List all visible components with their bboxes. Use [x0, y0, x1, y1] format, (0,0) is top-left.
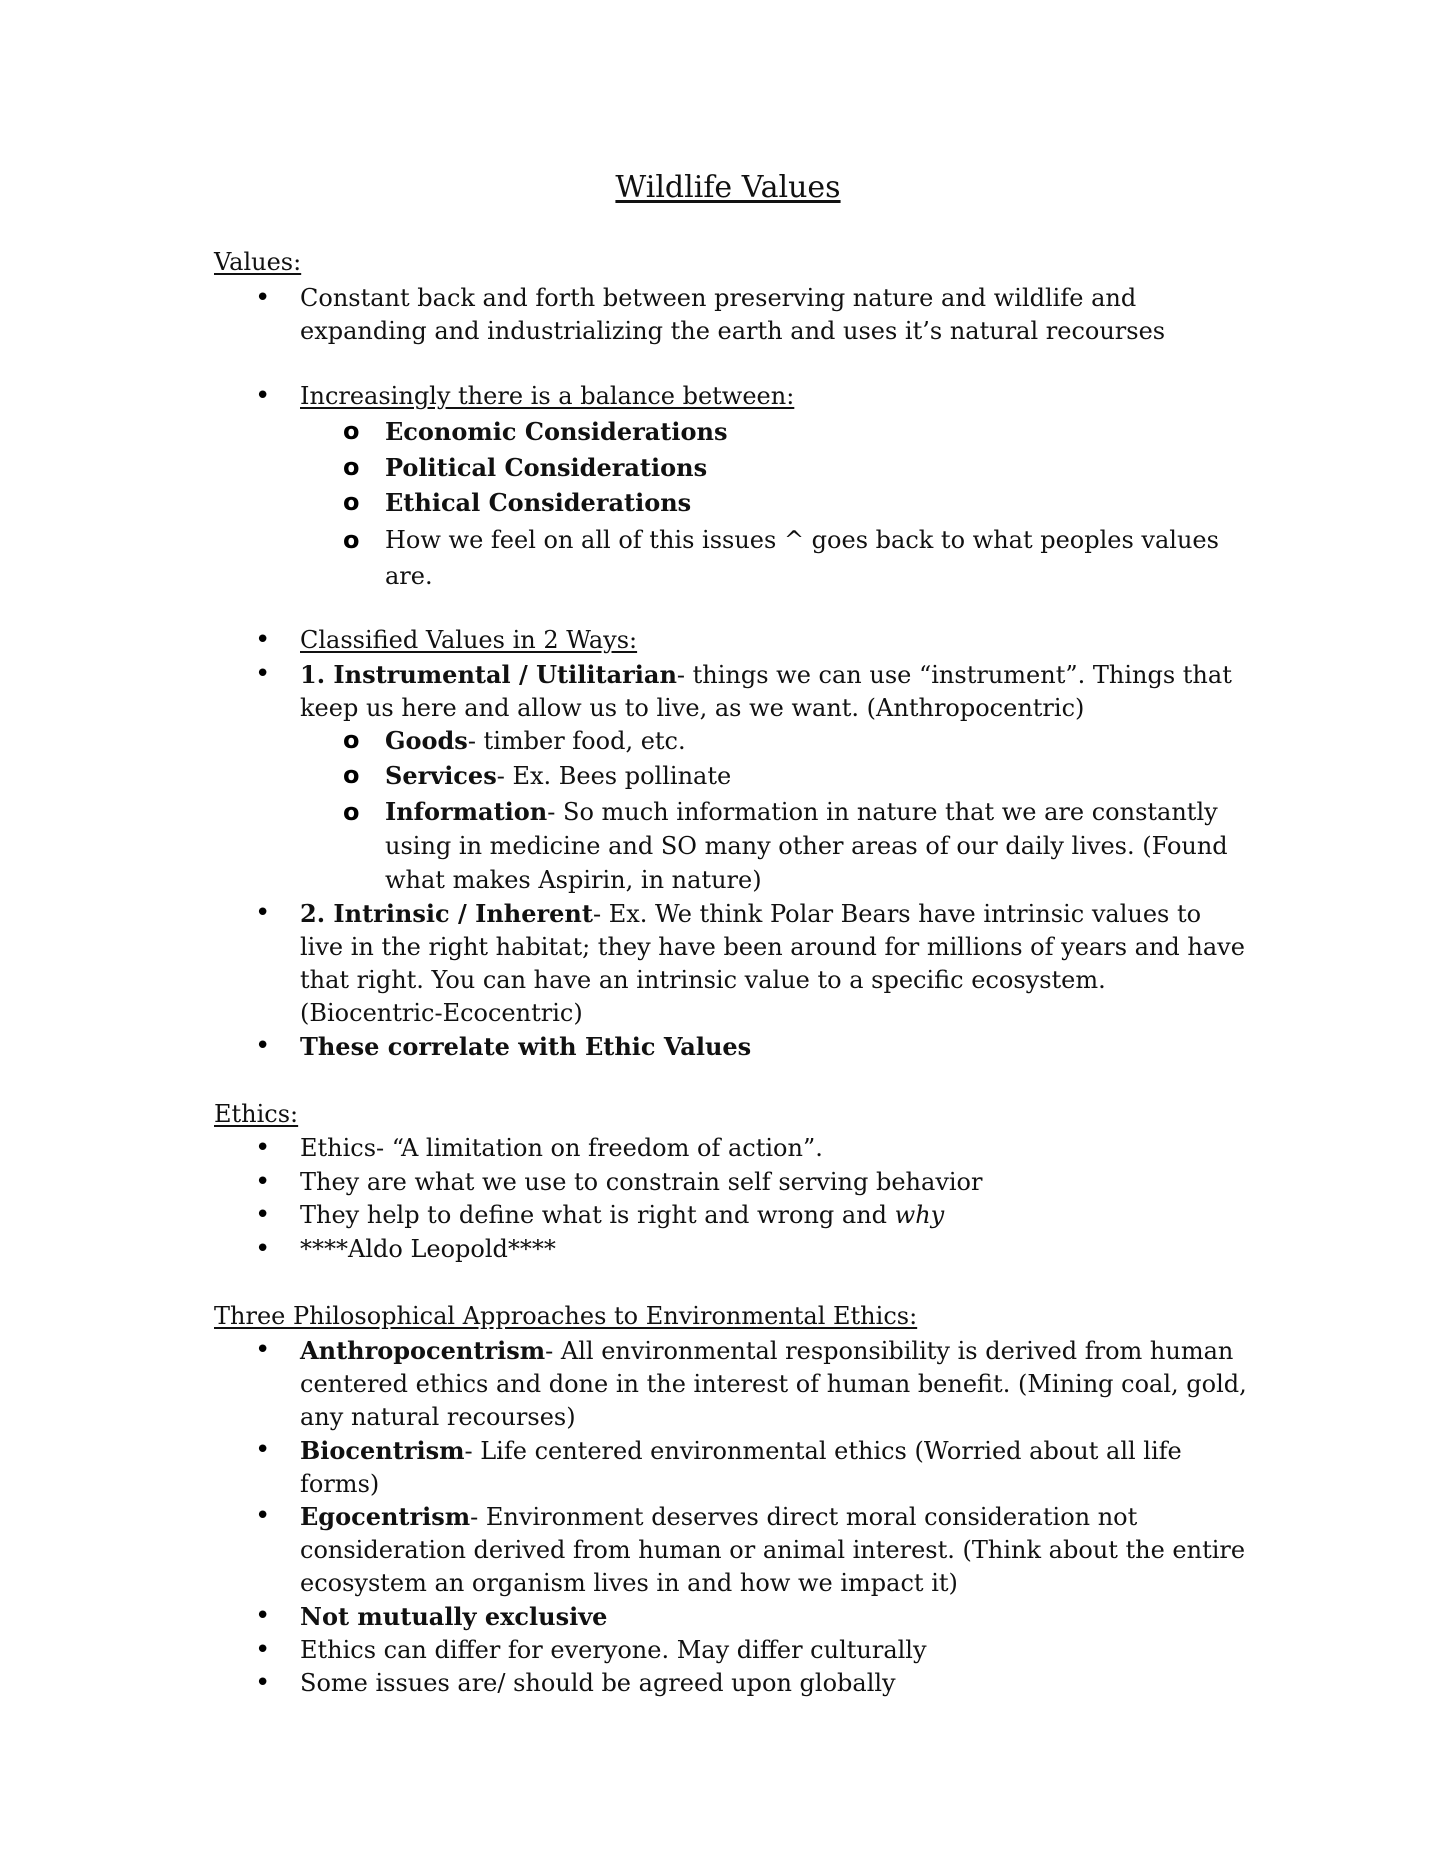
biocentrism-term: Biocentrism [300, 1436, 465, 1465]
instrumental-term: 1. Instrumental / Utilitarian [300, 660, 677, 689]
approaches-bullet-anthropocentrism [300, 1334, 1250, 1434]
ethical-label: Ethical Considerations [385, 488, 692, 517]
values-bullet-correlate [300, 1030, 1250, 1064]
anthropocentrism-definition: - All environmental responsibility is derived from human centered ethics and done in the interest of human benefit. (Mining coal, gold, any natural recourses) [300, 1337, 1247, 1431]
approaches-bullet-biocentrism [300, 1434, 1250, 1501]
values-bullet-3 [300, 624, 1250, 657]
egocentrism-definition: - Environment deserves direct moral consideration not consideration derived from human or animal interest. (Think about the entire ecosystem an organism lives in and how we impact it) [300, 1503, 1246, 1597]
intrinsic-definition: - Ex. We think Polar Bears have intrinsic values to live in the right habitat; they have been around for millions of years and have that right. You can have an intrinsic value to a specific ecosystem. (Biocentric-Ecocentric) [300, 900, 1245, 1027]
values-sub-services [385, 759, 1250, 793]
values-sub-information [385, 795, 1250, 897]
values-sub-goods [385, 724, 1250, 758]
ethics-heading: Ethics: [214, 1100, 299, 1128]
approaches-bullet-differ: • Ethics can differ for everyone. May differ culturally [300, 1634, 1250, 1667]
values-bullet-instrumental [300, 658, 1250, 725]
values-heading: Values: [214, 248, 302, 276]
correlate-text: These correlate with Ethic Values [300, 1032, 752, 1061]
values-bullet-2 [300, 380, 1250, 413]
not-exclusive-text: Not mutually exclusive [300, 1602, 608, 1631]
ethics-bullet-2: • They are what we use to constrain self serving behavior [300, 1166, 1250, 1199]
approaches-bullet-not-exclusive [300, 1600, 1250, 1634]
intrinsic-term: 2. Intrinsic / Inherent [300, 899, 593, 928]
values-sub-feelings: o How we feel on all of this issues ^ goes back to what peoples values are. [385, 522, 1250, 594]
goods-definition: - timber food, etc. [467, 727, 686, 755]
egocentrism-term: Egocentrism [300, 1502, 471, 1531]
values-bullet-3-text: Classified Values in 2 Ways: [300, 626, 638, 654]
values-sub-political [385, 451, 1250, 485]
information-definition: - So much information in nature that we are constantly using in medicine and SO many other areas of our daily lives. (Found what makes Aspirin, in nature) [385, 798, 1228, 894]
biocentrism-definition: - Life centered environmental ethics (Worried about all life forms) [300, 1437, 1182, 1498]
information-term: Information [385, 797, 548, 826]
political-label: Political Considerations [385, 453, 708, 482]
values-bullet-2-text: Increasingly there is a balance between: [300, 382, 795, 410]
approaches-bullet-egocentrism [300, 1500, 1250, 1600]
goods-term: Goods [385, 726, 468, 755]
ethics-bullet-3-emphasis: why [894, 1201, 945, 1229]
ethics-bullet-1: • Ethics- “A limitation on freedom of action”. [300, 1132, 1250, 1165]
instrumental-definition: - things we can use “instrument”. Things that keep us here and allow us to live, as we want. (Anthropocentric) [300, 661, 1232, 722]
values-bullet-1: • Constant back and forth between preserving nature and wildlife and expanding and industrializing the earth and uses it’s natural recourses [300, 282, 1250, 348]
economic-label: Economic Considerations [385, 417, 728, 446]
ethics-bullet-3 [300, 1199, 1250, 1232]
services-definition: - Ex. Bees pollinate [496, 762, 732, 790]
anthropocentrism-term: Anthropocentrism [300, 1336, 546, 1365]
values-bullet-intrinsic [300, 897, 1250, 1030]
ethics-bullet-3-text: They help to define what is right and wrong and [300, 1201, 895, 1229]
values-sub-economic [385, 415, 1250, 449]
approaches-bullet-global: • Some issues are/ should be agreed upon globally [300, 1667, 1250, 1700]
services-term: Services [385, 761, 497, 790]
values-sub-ethical [385, 486, 1250, 520]
ethics-bullet-4: • ****Aldo Leopold**** [300, 1233, 1250, 1266]
approaches-heading: Three Philosophical Approaches to Environmental Ethics: [214, 1302, 918, 1330]
document-title: Wildlife Values [615, 170, 841, 205]
